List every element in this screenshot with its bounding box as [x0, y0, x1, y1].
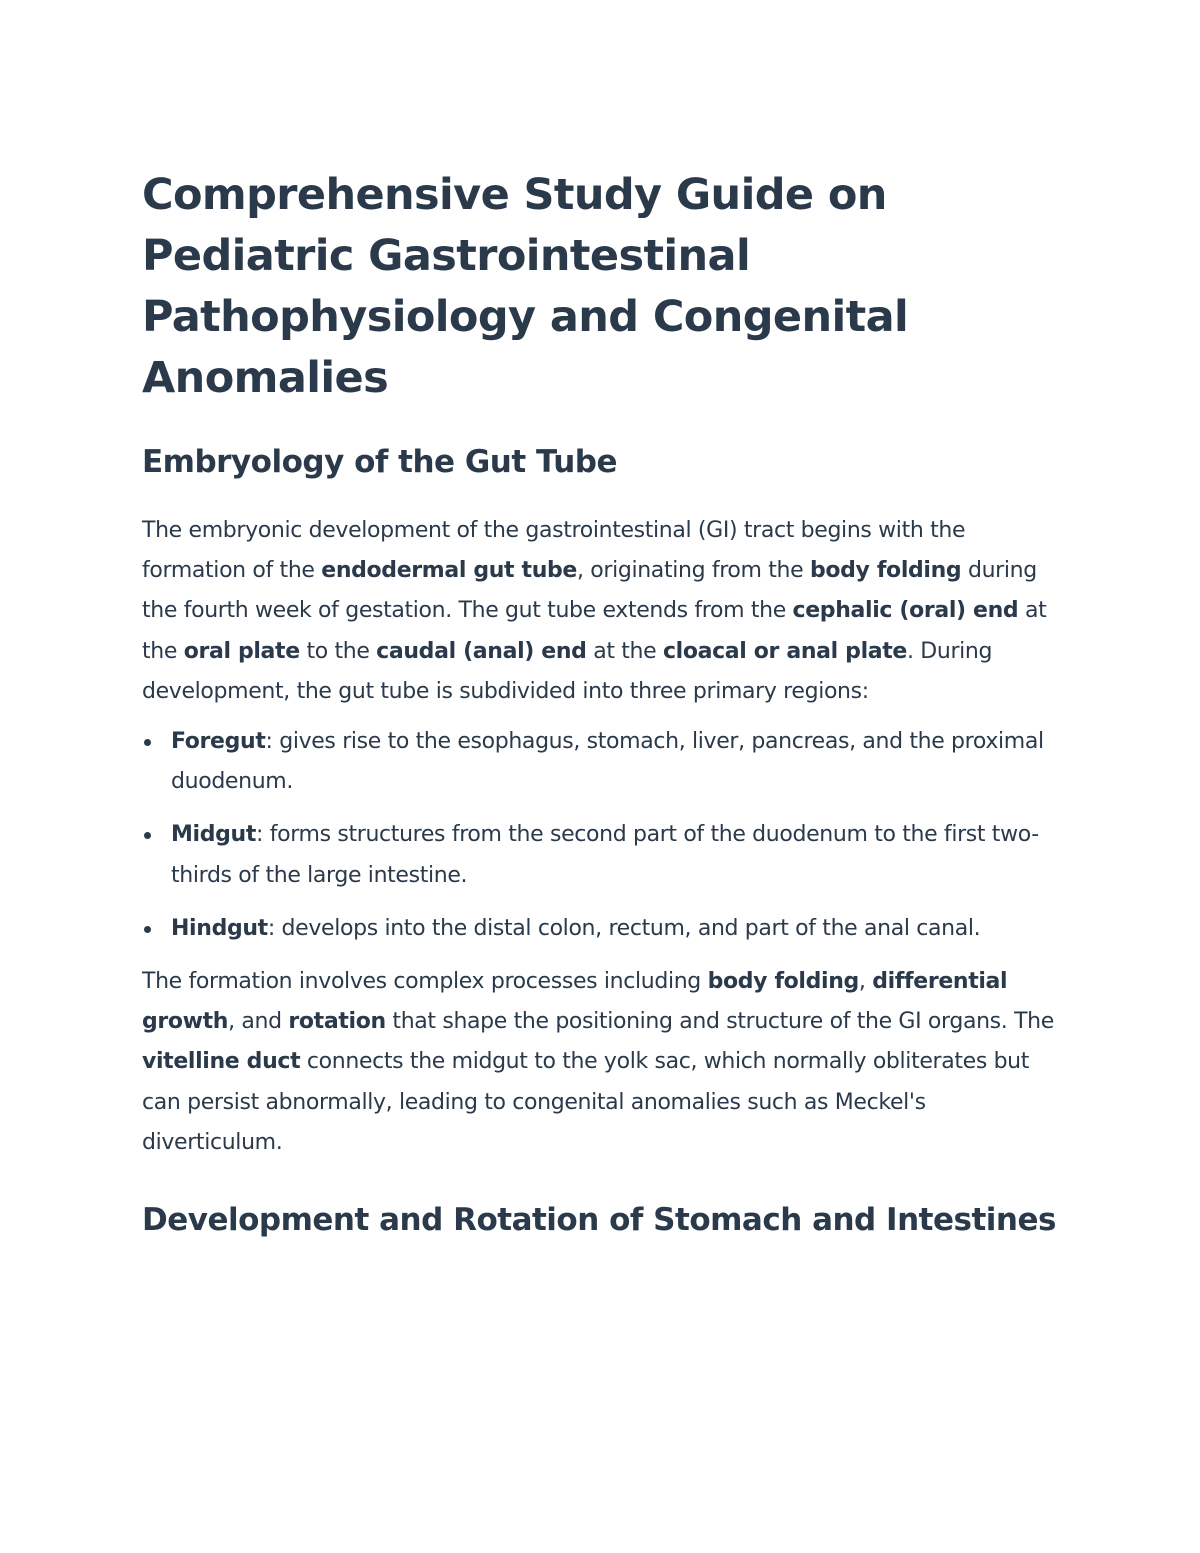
list-item: Foregut: gives rise to the esophagus, stomach, liver, pancreas, and the proximal duodenum. [142, 722, 1062, 802]
section-heading-embryology: Embryology of the Gut Tube [142, 444, 618, 480]
document-page [142, 165, 1062, 1269]
bullet-icon [144, 832, 151, 839]
intro-paragraph: The embryonic development of the gastrointestinal (GI) tract begins with the formation of the endodermal gut tube, originating from the body folding during the fourth week of gestation. The gut tube extends from the cephalic (oral) end at the oral plate to the caudal (anal) end at the cloacal or anal plate. During development, the gut tube is subdivided into three primary regions: [142, 518, 1047, 704]
section-heading-rotation: Development and Rotation of Stomach and Intestines [142, 1202, 1056, 1239]
bullet-icon [144, 739, 151, 746]
list-item: Midgut: forms structures from the second part of the duodenum to the first two-thirds of the large intestine. [142, 815, 1062, 895]
page-title: Comprehensive Study Guide on Pediatric Gastrointestinal Pathophysiology and Congenital Anomalies [142, 170, 909, 403]
list-item: Hindgut: develops into the distal colon, rectum, and part of the anal canal. [142, 909, 1062, 949]
gut-regions-list [142, 722, 1062, 949]
bullet-icon [144, 926, 151, 933]
closing-paragraph: The formation involves complex processes including body folding, differential growth, and rotation that shape the positioning and structure of the GI organs. The vitelline duct connects the midgut to the yolk sac, which normally obliterates but can persist abnormally, leading to congenital anomalies such as Meckel's diverticulum. [142, 969, 1054, 1155]
